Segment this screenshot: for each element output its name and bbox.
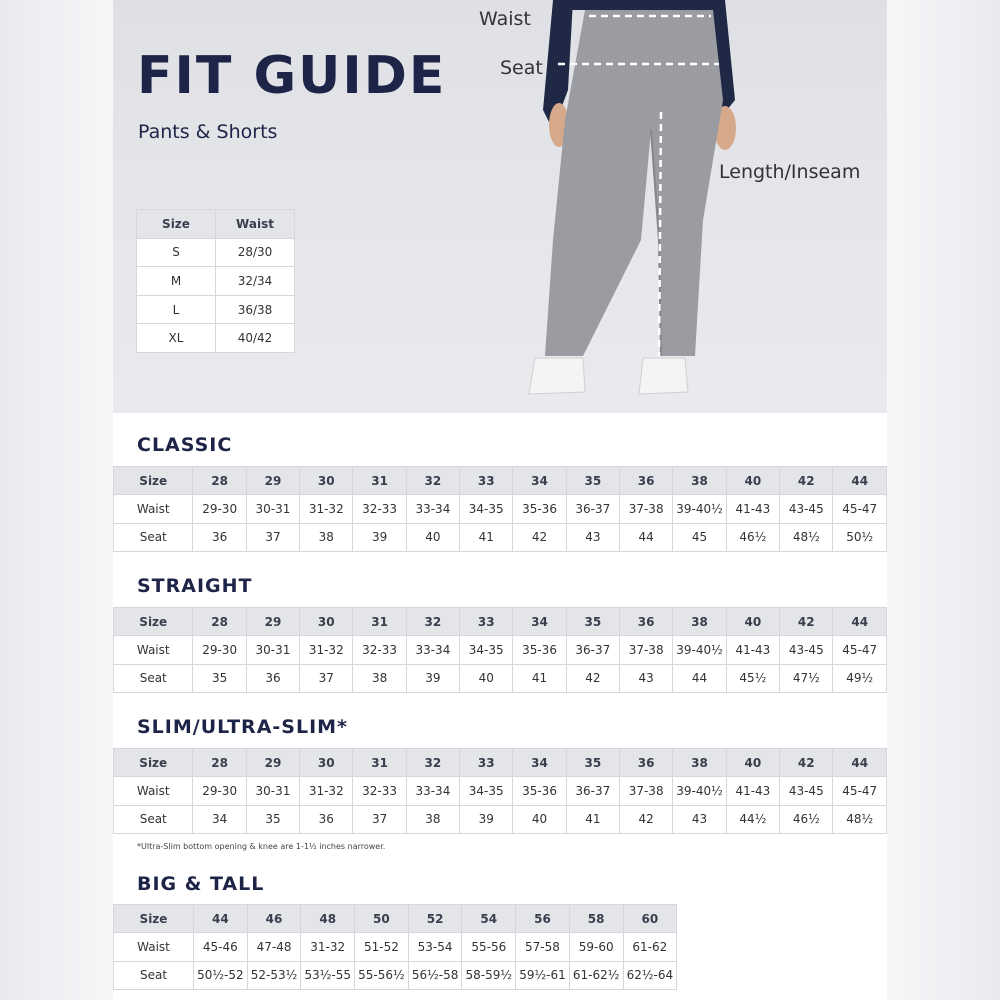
chart-cell: 39-40½ (673, 636, 726, 664)
chart-cell: 32 (406, 749, 459, 777)
chart-cell: 50½ (833, 523, 887, 551)
chart-cell: 55-56½ (355, 961, 409, 989)
chart-cell: 45-46 (194, 933, 248, 961)
pants-shape (545, 10, 723, 356)
chart-cell: 42 (513, 523, 566, 551)
chart-cell: 57-58 (516, 933, 570, 961)
size-table-cell: S (137, 238, 216, 267)
slim-size-chart (113, 748, 887, 834)
chart-row-label: Size (114, 608, 193, 636)
chart-cell: 34 (513, 467, 566, 495)
chart-cell: 41 (566, 805, 619, 833)
chart-cell: 35-36 (513, 777, 566, 805)
chart-cell: 35 (566, 608, 619, 636)
chart-cell: 45½ (726, 664, 779, 692)
chart-cell: 30-31 (246, 495, 299, 523)
chart-cell: 49½ (833, 664, 887, 692)
chart-cell: 38 (673, 608, 726, 636)
chart-cell: 42 (566, 664, 619, 692)
chart-cell: 45-47 (833, 636, 887, 664)
chart-cell: 42 (619, 805, 672, 833)
chart-cell: 48 (301, 905, 355, 933)
chart-cell: 29 (246, 467, 299, 495)
chart-cell: 59-60 (569, 933, 623, 961)
chart-cell: 53½-55 (301, 961, 355, 989)
chart-cell: 31-32 (300, 777, 353, 805)
chart-cell: 40 (513, 805, 566, 833)
chart-cell: 44 (833, 749, 887, 777)
chart-cell: 31-32 (301, 933, 355, 961)
chart-cell: 46½ (780, 805, 833, 833)
chart-row-label: Seat (114, 523, 193, 551)
chart-cell: 54 (462, 905, 516, 933)
chart-cell: 36 (246, 664, 299, 692)
chart-cell: 52 (408, 905, 462, 933)
chart-cell: 41 (460, 523, 513, 551)
chart-row (114, 961, 677, 989)
chart-cell: 35 (566, 467, 619, 495)
chart-cell: 35 (193, 664, 246, 692)
straight-size-chart (113, 607, 887, 693)
chart-cell: 31-32 (300, 495, 353, 523)
chart-cell: 38 (353, 664, 406, 692)
chart-cell: 34-35 (460, 495, 513, 523)
chart-row-label: Size (114, 467, 193, 495)
chart-cell: 36-37 (566, 636, 619, 664)
chart-cell: 35 (566, 749, 619, 777)
chart-row-label: Size (114, 749, 193, 777)
chart-cell: 34 (193, 805, 246, 833)
chart-cell: 29 (246, 749, 299, 777)
chart-cell: 43-45 (780, 777, 833, 805)
chart-cell: 39-40½ (673, 777, 726, 805)
chart-cell: 31-32 (300, 636, 353, 664)
section-title-slim: SLIM/ULTRA-SLIM* (137, 716, 348, 738)
chart-cell: 42 (780, 749, 833, 777)
chart-cell: 32-33 (353, 636, 406, 664)
shirt-hem (553, 0, 723, 10)
chart-cell: 56 (516, 905, 570, 933)
chart-cell: 38 (300, 523, 353, 551)
chart-cell: 36 (300, 805, 353, 833)
chart-cell: 45 (673, 523, 726, 551)
size-table-cell: Size (137, 210, 216, 239)
chart-cell: 45-47 (833, 777, 887, 805)
chart-row (114, 777, 887, 805)
chart-cell: 46½ (726, 523, 779, 551)
chart-cell: 30 (300, 749, 353, 777)
chart-cell: 29-30 (193, 777, 246, 805)
chart-cell: 56½-58 (408, 961, 462, 989)
chart-cell: 58 (569, 905, 623, 933)
chart-row (114, 523, 887, 551)
chart-row-label: Waist (114, 495, 193, 523)
chart-cell: 43-45 (780, 636, 833, 664)
chart-cell: 40 (406, 523, 459, 551)
chart-cell: 32 (406, 467, 459, 495)
chart-cell: 40 (726, 749, 779, 777)
chart-cell: 35-36 (513, 495, 566, 523)
chart-cell: 48½ (780, 523, 833, 551)
right-margin (887, 0, 1000, 1000)
chart-cell: 62½-64 (623, 961, 677, 989)
chart-cell: 44 (194, 905, 248, 933)
chart-cell: 36 (619, 467, 672, 495)
chart-cell: 48½ (833, 805, 887, 833)
chart-cell: 32 (406, 608, 459, 636)
chart-cell: 33-34 (406, 777, 459, 805)
chart-cell: 44 (619, 523, 672, 551)
chart-cell: 33-34 (406, 636, 459, 664)
chart-header-row (114, 905, 677, 933)
chart-cell: 36-37 (566, 777, 619, 805)
chart-cell: 61-62 (623, 933, 677, 961)
chart-cell: 52-53½ (247, 961, 301, 989)
chart-cell: 59½-61 (516, 961, 570, 989)
chart-cell: 40 (460, 664, 513, 692)
chart-cell: 41-43 (726, 495, 779, 523)
chart-row-label: Size (114, 905, 194, 933)
size-table-cell: 40/42 (216, 324, 295, 353)
chart-cell: 28 (193, 749, 246, 777)
chart-row (114, 664, 887, 692)
left-margin (0, 0, 113, 1000)
chart-cell: 38 (406, 805, 459, 833)
chart-cell: 34-35 (460, 636, 513, 664)
chart-cell: 44 (833, 608, 887, 636)
chart-cell: 41-43 (726, 777, 779, 805)
chart-header-row (114, 608, 887, 636)
chart-header-row (114, 467, 887, 495)
section-title-straight: STRAIGHT (137, 575, 253, 597)
chart-cell: 61-62½ (569, 961, 623, 989)
chart-cell: 31 (353, 467, 406, 495)
chart-cell: 44 (833, 467, 887, 495)
chart-cell: 60 (623, 905, 677, 933)
chart-cell: 36 (619, 608, 672, 636)
size-table-cell: 32/34 (216, 267, 295, 296)
chart-row-label: Waist (114, 933, 194, 961)
size-table-cell: Waist (216, 210, 295, 239)
chart-cell: 43 (566, 523, 619, 551)
big-tall-size-chart (113, 904, 677, 990)
chart-cell: 33-34 (406, 495, 459, 523)
chart-cell: 37-38 (619, 636, 672, 664)
chart-cell: 53-54 (408, 933, 462, 961)
chart-cell: 38 (673, 467, 726, 495)
chart-cell: 37 (353, 805, 406, 833)
page-subtitle: Pants & Shorts (138, 121, 278, 143)
chart-cell: 37 (246, 523, 299, 551)
chart-cell: 51-52 (355, 933, 409, 961)
chart-cell: 37 (300, 664, 353, 692)
chart-cell: 39 (460, 805, 513, 833)
chart-cell: 58-59½ (462, 961, 516, 989)
chart-cell: 32-33 (353, 777, 406, 805)
chart-cell: 40 (726, 608, 779, 636)
chart-cell: 35 (246, 805, 299, 833)
chart-cell: 40 (726, 467, 779, 495)
chart-cell: 36 (619, 749, 672, 777)
chart-cell: 33 (460, 608, 513, 636)
chart-cell: 28 (193, 608, 246, 636)
chart-cell: 46 (247, 905, 301, 933)
chart-cell: 39 (353, 523, 406, 551)
chart-row-label: Seat (114, 664, 193, 692)
chart-row-label: Seat (114, 805, 193, 833)
chart-cell: 44½ (726, 805, 779, 833)
chart-cell: 31 (353, 608, 406, 636)
chart-row-label: Seat (114, 961, 194, 989)
chart-cell: 30-31 (246, 777, 299, 805)
chart-cell: 38 (673, 749, 726, 777)
chart-cell: 50½-52 (194, 961, 248, 989)
chart-cell: 34-35 (460, 777, 513, 805)
chart-cell: 36-37 (566, 495, 619, 523)
chart-cell: 29-30 (193, 636, 246, 664)
seat-label: Seat (500, 57, 543, 79)
chart-cell: 43 (673, 805, 726, 833)
chart-cell: 30-31 (246, 636, 299, 664)
fit-guide-page (113, 0, 887, 1000)
chart-cell: 39 (406, 664, 459, 692)
chart-cell: 43-45 (780, 495, 833, 523)
chart-row (114, 495, 887, 523)
chart-cell: 33 (460, 467, 513, 495)
hero-panel (113, 0, 887, 413)
size-table-cell: M (137, 267, 216, 296)
chart-cell: 36 (193, 523, 246, 551)
waist-label: Waist (479, 8, 531, 30)
length-inseam-label: Length/Inseam (719, 161, 861, 183)
chart-row (114, 805, 887, 833)
chart-row (114, 933, 677, 961)
chart-cell: 43 (619, 664, 672, 692)
chart-row-label: Waist (114, 777, 193, 805)
chart-cell: 29-30 (193, 495, 246, 523)
left-shoe (529, 358, 585, 394)
chart-cell: 29 (246, 608, 299, 636)
chart-cell: 34 (513, 749, 566, 777)
chart-cell: 34 (513, 608, 566, 636)
ultra-slim-footnote: *Ultra-Slim bottom opening & knee are 1-1½ inches narrower. (137, 842, 386, 851)
size-table-cell: XL (137, 324, 216, 353)
chart-cell: 55-56 (462, 933, 516, 961)
chart-cell: 41 (513, 664, 566, 692)
chart-cell: 50 (355, 905, 409, 933)
chart-cell: 47-48 (247, 933, 301, 961)
size-table-cell: 36/38 (216, 295, 295, 324)
chart-cell: 31 (353, 749, 406, 777)
chart-cell: 30 (300, 467, 353, 495)
chart-cell: 47½ (780, 664, 833, 692)
chart-cell: 39-40½ (673, 495, 726, 523)
chart-cell: 28 (193, 467, 246, 495)
chart-cell: 41-43 (726, 636, 779, 664)
chart-header-row (114, 749, 887, 777)
classic-size-chart (113, 466, 887, 552)
chart-row (114, 636, 887, 664)
chart-cell: 42 (780, 467, 833, 495)
right-shoe (639, 358, 688, 394)
section-title-big-tall: BIG & TALL (137, 873, 265, 895)
chart-cell: 32-33 (353, 495, 406, 523)
chart-row-label: Waist (114, 636, 193, 664)
size-table-cell: L (137, 295, 216, 324)
chart-cell: 30 (300, 608, 353, 636)
chart-cell: 33 (460, 749, 513, 777)
chart-cell: 44 (673, 664, 726, 692)
chart-cell: 35-36 (513, 636, 566, 664)
size-table-cell: 28/30 (216, 238, 295, 267)
page-title: FIT GUIDE (137, 46, 447, 106)
chart-cell: 45-47 (833, 495, 887, 523)
section-title-classic: CLASSIC (137, 434, 233, 456)
chart-cell: 37-38 (619, 777, 672, 805)
chart-cell: 37-38 (619, 495, 672, 523)
chart-cell: 42 (780, 608, 833, 636)
